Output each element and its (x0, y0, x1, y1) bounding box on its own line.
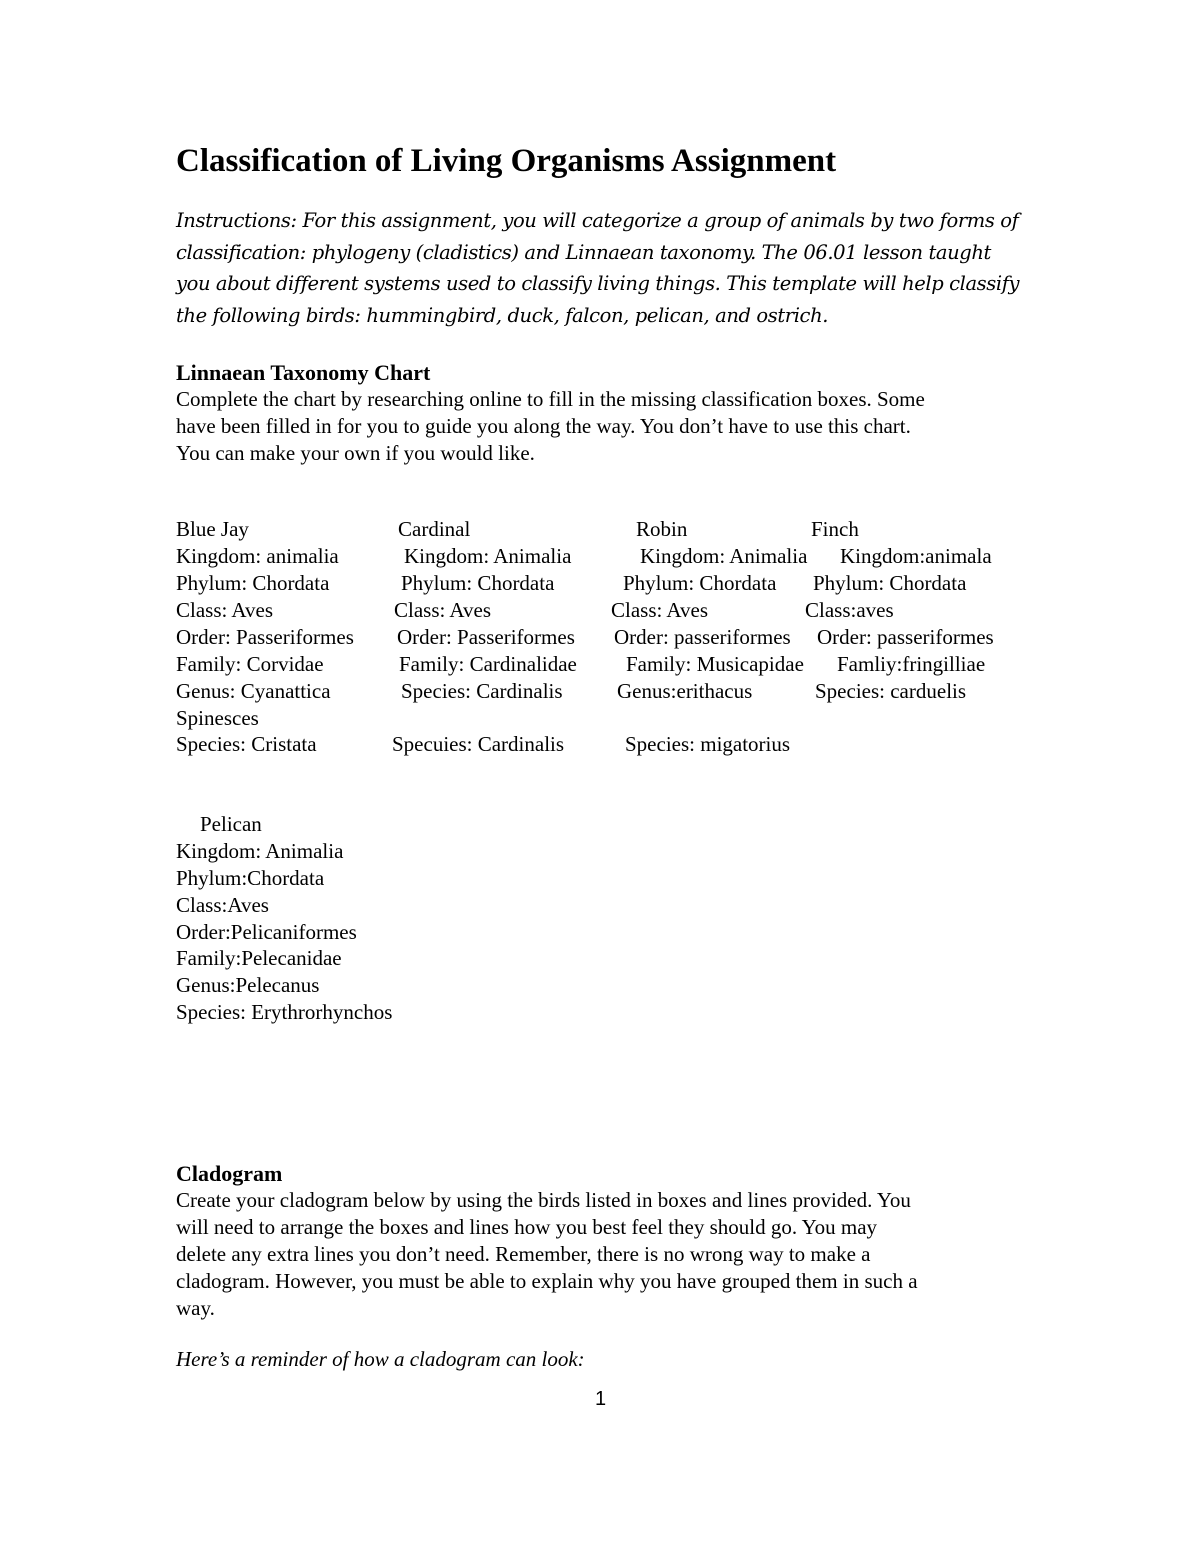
cardinal-kingdom: Kingdom: Animalia (404, 544, 572, 568)
instructions-line: you about different systems used to classify living things. This template will help classify (176, 272, 1020, 295)
robin-genus: Genus:erithacus (617, 679, 753, 703)
linnaean-text-line: You can make your own if you would like. (176, 441, 535, 465)
pelican-kingdom: Kingdom: Animalia (176, 839, 344, 863)
pelican-order: Order:Pelicaniformes (176, 920, 357, 944)
linnaean-text-line: Complete the chart by researching online to fill in the missing classification boxes. Some (176, 387, 925, 411)
robin-species: Species: migatorius (625, 732, 791, 756)
instructions (176, 205, 1056, 331)
cardinal-genus: Species: Cardinalis (401, 679, 563, 703)
pelican-class: Class:Aves (176, 893, 269, 917)
cladogram-text (176, 1187, 918, 1322)
blue-jay-name: Blue Jay (176, 517, 249, 541)
pelican-name: Pelican (200, 812, 262, 836)
cardinal-phylum: Phylum: Chordata (401, 571, 555, 595)
page-title: Classification of Living Organisms Assignment (176, 143, 837, 179)
cardinal-class: Class: Aves (394, 598, 492, 622)
finch-order: Order: passeriformes (817, 625, 994, 649)
robin-family: Family: Musicapidae (626, 652, 804, 676)
finch-species: Species: carduelis (815, 679, 967, 703)
cardinal-order: Order: Passeriformes (397, 625, 575, 649)
cardinal-name: Cardinal (398, 517, 471, 541)
blue-jay-genus: Genus: Cyanattica (176, 679, 331, 703)
blue-jay-family: Family: Corvidae (176, 652, 324, 676)
finch-family: Famliy:fringilliae (837, 652, 986, 676)
pelican-genus: Genus:Pelecanus (176, 973, 320, 997)
linnaean-text (176, 386, 925, 467)
pelican-phylum: Phylum:Chordata (176, 866, 325, 890)
finch-class: Class:aves (805, 598, 894, 622)
blue-jay-species: Species: Cristata (176, 732, 317, 756)
blue-jay-order: Order: Passeriformes (176, 625, 354, 649)
instructions-line: classification: phylogeny (cladistics) and Linnaean taxonomy. The 06.01 lesson taught (176, 240, 991, 264)
finch-phylum: Phylum: Chordata (813, 571, 967, 595)
instructions-line: Instructions: For this assignment, you will categorize a group of animals by two forms of (176, 209, 1019, 232)
cladogram-text-line: will need to arrange the boxes and lines how you best feel they should go. You may (176, 1215, 878, 1239)
pelican-species: Species: Erythrorhynchos (176, 1000, 393, 1024)
linnaean-text-line: have been filled in for you to guide you along the way. You don’t have to use this chart. (176, 414, 911, 438)
blue-jay-phylum: Phylum: Chordata (176, 571, 330, 595)
cladogram-text-line: cladogram. However, you must be able to explain why you have grouped them in such a (176, 1269, 918, 1293)
page-number: 1 (595, 1388, 607, 1410)
cladogram-text-line: delete any extra lines you don’t need. Remember, there is no wrong way to make a (176, 1242, 871, 1266)
instructions-line: the following birds: hummingbird, duck, falcon, pelican, and ostrich. (176, 303, 829, 327)
blue-jay-class: Class: Aves (176, 598, 274, 622)
blue-jay-kingdom: Kingdom: animalia (176, 544, 339, 568)
robin-name: Robin (636, 517, 688, 541)
cladogram-text-line: way. (176, 1296, 215, 1320)
linnaean-heading: Linnaean Taxonomy Chart (176, 360, 431, 385)
robin-order: Order: passeriformes (614, 625, 791, 649)
robin-kingdom: Kingdom: Animalia (640, 544, 808, 568)
cladogram-text-line: Create your cladogram below by using the birds listed in boxes and lines provided. You (176, 1188, 911, 1212)
cladogram-reminder: Here’s a reminder of how a cladogram can look: (176, 1347, 585, 1371)
robin-class: Class: Aves (611, 598, 709, 622)
finch-name: Finch (811, 517, 859, 541)
finch-kingdom: Kingdom:animala (840, 544, 992, 568)
cladogram-heading: Cladogram (176, 1161, 283, 1186)
blue-jay-genus-continued: Spinesces (176, 706, 259, 730)
cardinal-family: Family: Cardinalidae (399, 652, 577, 676)
pelican-family: Family:Pelecanidae (176, 946, 342, 970)
robin-phylum: Phylum: Chordata (623, 571, 777, 595)
cardinal-species: Specuies: Cardinalis (392, 732, 565, 756)
